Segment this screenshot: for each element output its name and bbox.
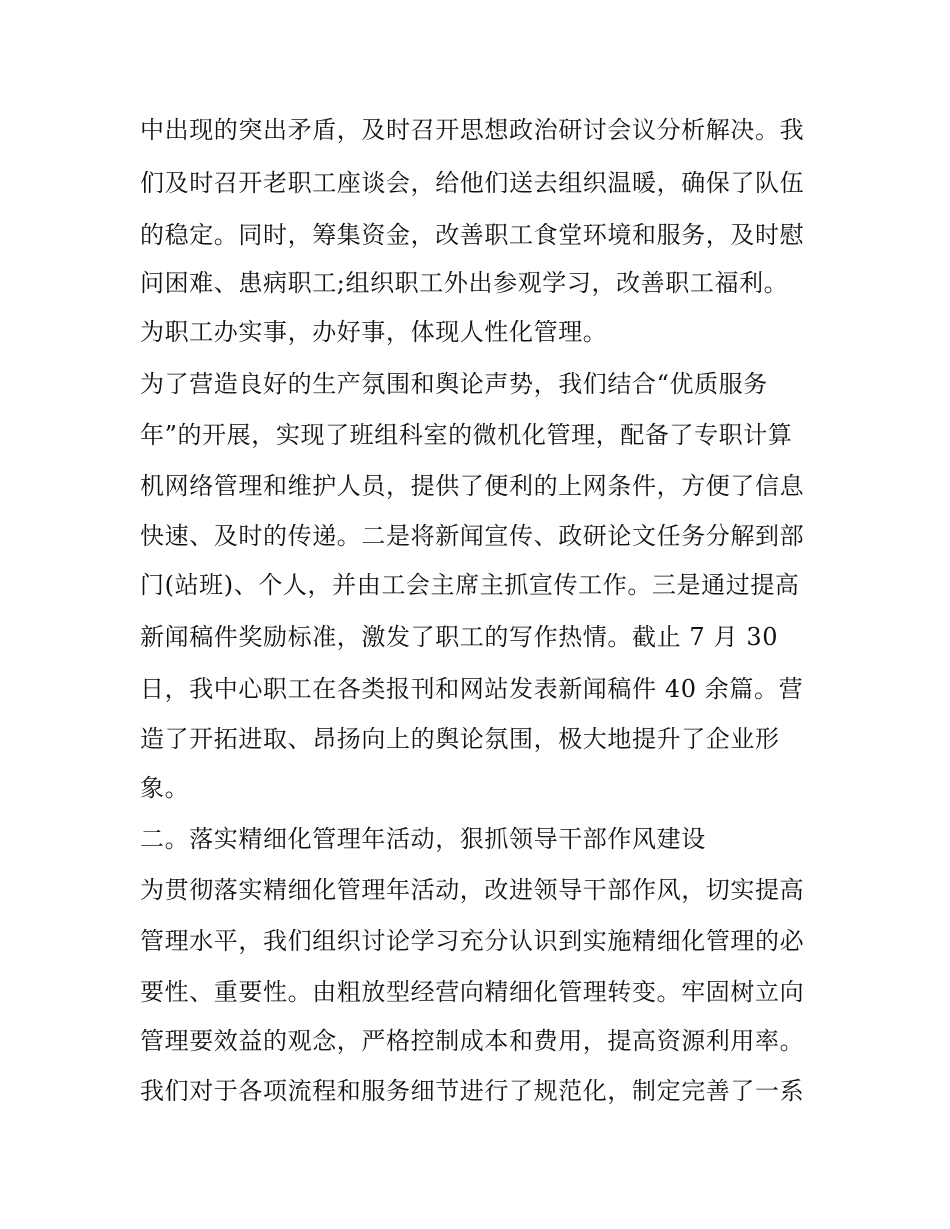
text-line: 日，我中心职工在各类报刊和网站发表新闻稿件 40 余篇。营 [140,675,804,703]
text-line: 中出现的突出矛盾，及时召开思想政治研讨会议分析解决。我 [140,116,805,144]
text-line: 机网络管理和维护人员，提供了便利的上网条件，方便了信息 [140,472,805,500]
text-line: 管理要效益的观念，严格控制成本和费用，提高资源利用率。 [140,1027,805,1055]
text-line: 管理水平，我们组织讨论学习充分认识到实施精细化管理的必 [140,927,805,955]
text-line: 为职工办实事，办好事，体现人性化管理。 [140,318,608,346]
text-line: 为了营造良好的生产氛围和舆论声势，我们结合“优质服务 [140,370,768,398]
text-line: 的稳定。同时，筹集资金，改善职工食堂环境和服务，及时慰 [140,221,805,249]
text-line: 快速、及时的传递。二是将新闻宣传、政研论文任务分解到部 [140,522,805,550]
section-heading: 二。落实精细化管理年活动，狠抓领导干部作风建设 [140,825,706,853]
text-line: 象。 [140,774,190,802]
text-line: 要性、重要性。由粗放型经营向精细化管理转变。牢固树立向 [140,978,805,1006]
text-line: 问困难、患病职工;组织职工外出参观学习，改善职工福利。 [140,269,789,297]
text-line: 为贯彻落实精细化管理年活动，改进领导干部作风，切实提高 [140,876,805,904]
text-line: 新闻稿件奖励标准，激发了职工的写作热情。截止 7 月 30 [140,623,779,651]
text-line: 门(站班)、个人，并由工会主席主抓宣传工作。三是通过提高 [140,571,800,599]
text-line: 们及时召开老职工座谈会，给他们送去组织温暖，确保了队伍 [140,169,805,197]
text-line: 造了开拓进取、昂扬向上的舆论氛围，极大地提升了企业形 [140,725,780,753]
text-line: 年”的开展，实现了班组科室的微机化管理，配备了专职计算 [140,421,793,449]
text-line: 我们对于各项流程和服务细节进行了规范化，制定完善了一系 [140,1077,805,1105]
